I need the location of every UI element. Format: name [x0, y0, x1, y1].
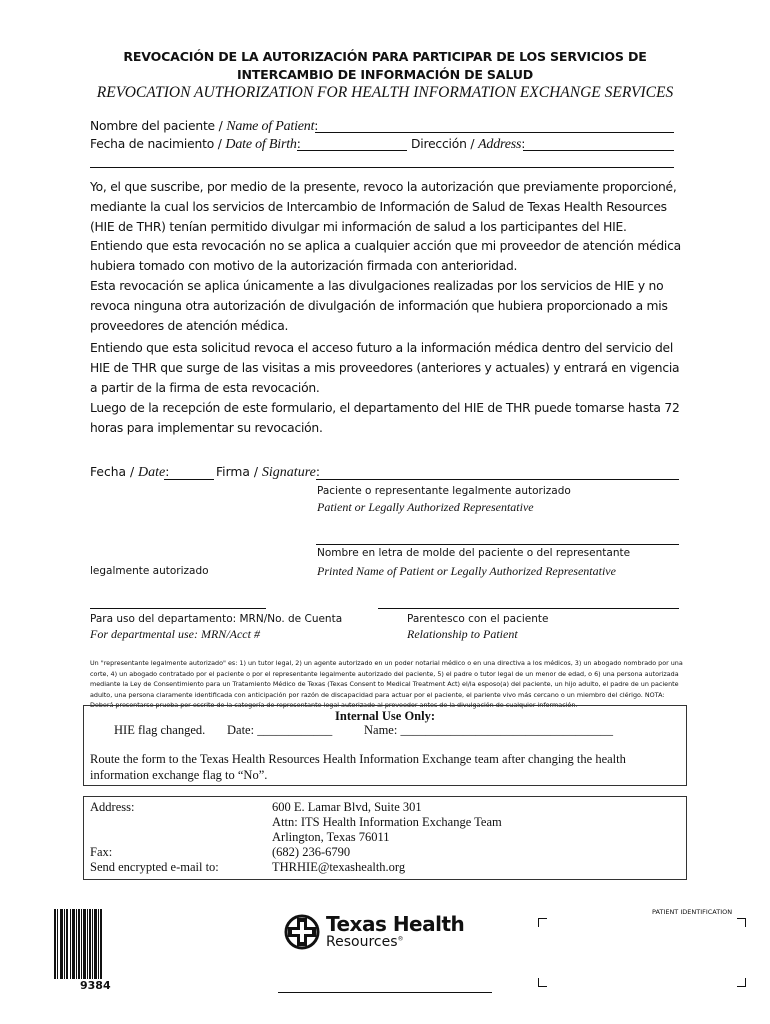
logo-text-line-2: Resources® [326, 934, 404, 950]
internal-name-field[interactable]: Name: __________________________________ [364, 723, 613, 737]
internal-date-field[interactable]: Date: ____________ [227, 723, 333, 737]
date-label: Fecha / Date: [90, 465, 170, 480]
legal-representative-footnote: Un "representante legalmente autorizado" es: 1) un tutor legal, 2) un agente autorizado en un poder notarial médico o en una directiva a los médicos, 3) un abogado nombrado por una corte, 4) un abogado contratado por el paciente o por el representante legalmente autorizado del paciente, 5) el padre o tutor legal de un menor de edad, o 6) una persona autorizada mediante la Ley de Consentimiento para un Tratamiento Médico de Texas (Texas Consent to Medical Treatment Act) el/la esposo(a) del paciente, un hijo adulto, el padre de un paciente adulto, una persona claramente identificada con anticipación por razón de discapacidad para actuar por el paciente, el pariente vivo más cercano o un miembro del clérigo. NOTA: Deberá presentarse prueba por escrito de la categoría de representante legal autorizado al proveedor antes de la divulgación de cualquier información. [90, 659, 683, 709]
internal-use-box [83, 705, 687, 786]
logo-text-line-1: Texas Health [326, 912, 465, 936]
dob-label: Fecha de nacimiento / Date of Birth: [90, 137, 301, 152]
internal-use-heading: Internal Use Only: [335, 709, 435, 723]
paragraph-future-access: Entiendo que esta solicitud revoca el acceso futuro a la información médica dentro del servicio del HIE de THR que surge de las visitas a mis proveedores (anteriores y actuales) y entrará en vigencia a partir de la firma de esta revocación. [90, 341, 680, 395]
date-field[interactable] [164, 479, 214, 480]
form-number: 9384 [80, 979, 111, 992]
patient-rep-caption-es: Paciente o representante legalmente autorizado [317, 485, 571, 497]
barcode [54, 909, 104, 979]
relationship-caption-es: Parentesco con el paciente [407, 613, 549, 625]
printed-name-caption-en: Printed Name of Patient or Legally Authorized Representative [317, 564, 616, 578]
paragraph-processing-time: Luego de la recepción de este formulario, el departamento del HIE de THR puede tomarse hasta 72 horas para implementar su revocación. [90, 401, 680, 435]
email-label: Send encrypted e-mail to: [90, 860, 219, 874]
email-address[interactable]: THRHIE@texashealth.org [272, 860, 406, 874]
dept-use-caption-en: For departmental use: MRN/Acct # [90, 627, 260, 641]
patient-name-label: Nombre del paciente / Name of Patient: [90, 119, 319, 134]
paragraph-scope: Esta revocación se aplica únicamente a las divulgaciones realizadas por los servicios de HIE y no revoca ninguna otra autorización de divulgación de información que hubiera proporcionado a mis proveedores de atención médica. [90, 279, 668, 333]
texas-health-logo [284, 912, 484, 952]
dob-field[interactable] [297, 150, 407, 151]
address-heading: Address: [90, 800, 135, 814]
mailing-address [272, 800, 502, 875]
contact-info-box [83, 796, 687, 880]
address-line: Attn: ITS Health Information Exchange Team [272, 815, 502, 829]
relationship-caption-en: Relationship to Patient [407, 627, 518, 641]
relationship-field[interactable] [378, 608, 679, 609]
address-label: Dirección / Address: [411, 137, 526, 152]
thr-cross-icon [284, 914, 320, 950]
corner-mark-top-right [737, 918, 746, 927]
paragraph-prior-actions: Entiendo que esta revocación no se aplica a cualquier acción que mi proveedor de atención médica hubiera tomado con motivo de la autorización firmada con anterioridad. [90, 239, 681, 273]
corner-mark-top-left [538, 918, 547, 927]
mrn-field[interactable] [90, 608, 266, 609]
address-field[interactable] [523, 150, 674, 151]
paragraph-revocation: Yo, el que suscribe, por medio de la presente, revoco la autorización que previamente proporcioné, mediante la cual los servicios de Intercambio de Información de Salud de Texas Health Resources (HIE de THR) tenían permitido divulgar mi información de salud a los participantes del HIE. [90, 180, 677, 234]
fax-number: (682) 236-6790 [272, 845, 351, 859]
corner-mark-bottom-left [538, 978, 547, 987]
printed-name-caption-es-cont: legalmente autorizado [90, 565, 209, 577]
corner-mark-bottom-right [737, 978, 746, 987]
signature-label: Firma / Signature: [216, 465, 320, 480]
signature-field[interactable] [316, 479, 679, 480]
route-instructions: Route the form to the Texas Health Resources Health Information Exchange team after changing the health information exchange flag to “No”. [90, 752, 626, 782]
bottom-signature-line [278, 992, 492, 993]
printed-name-field[interactable] [316, 544, 679, 545]
page-title-english: REVOCATION AUTHORIZATION FOR HEALTH INFORMATION EXCHANGE SERVICES [96, 84, 674, 101]
dept-use-caption-es: Para uso del departamento: MRN/No. de Cuenta [90, 613, 343, 625]
page-title-spanish: REVOCACIÓN DE LA AUTORIZACIÓN PARA PARTICIPAR DE LOS SERVICIOS DE INTERCAMBIO DE INFORMACIÓN DE SALUD [123, 49, 647, 82]
printed-name-caption-es: Nombre en letra de molde del paciente o del representante [317, 547, 631, 559]
patient-identification-label: PATIENT IDENTIFICATION [652, 908, 733, 916]
fax-label: Fax: [90, 845, 113, 859]
patient-rep-caption-en: Patient or Legally Authorized Representative [317, 500, 534, 514]
address-line: Arlington, Texas 76011 [272, 830, 390, 844]
patient-name-field[interactable] [315, 132, 674, 133]
hie-flag-label: HIE flag changed. [114, 723, 206, 737]
address-line: 600 E. Lamar Blvd, Suite 301 [272, 800, 422, 814]
address-field-line-2[interactable] [90, 167, 674, 168]
